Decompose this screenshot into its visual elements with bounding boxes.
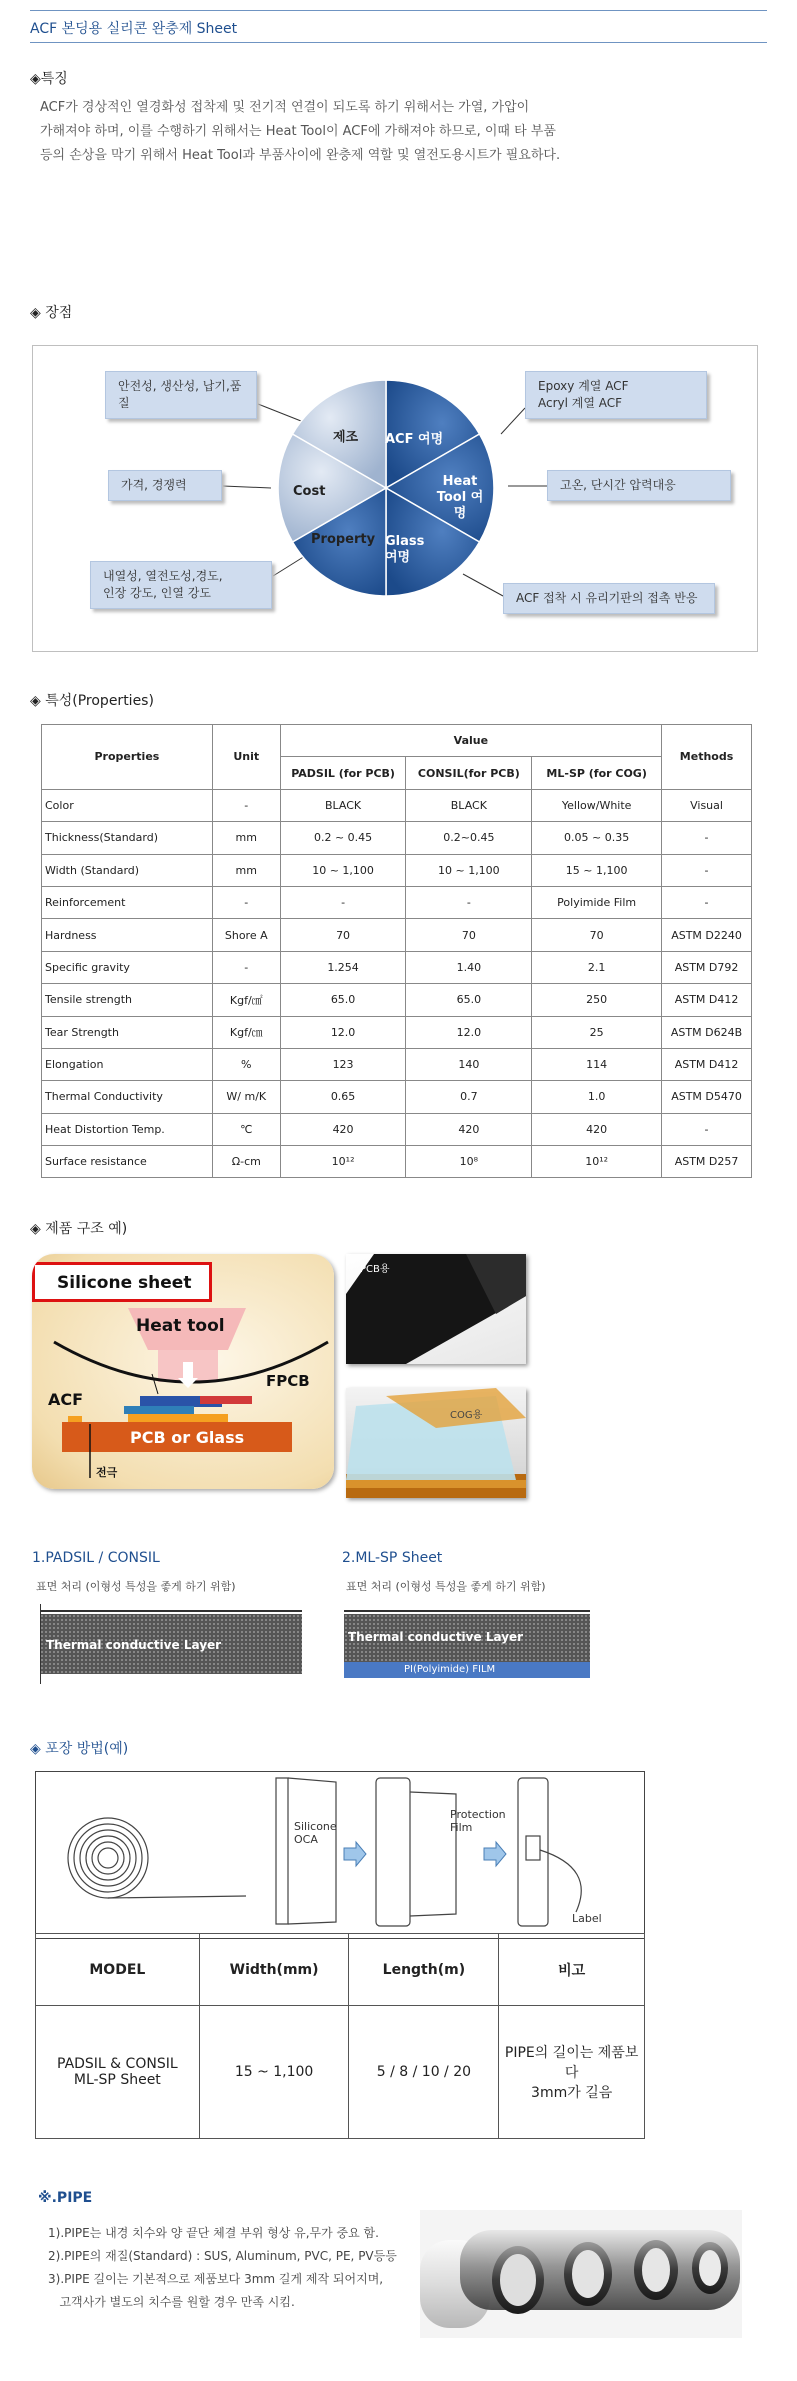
- table-cell: BLACK: [280, 789, 406, 821]
- features-text: [40, 96, 560, 168]
- title-top-rule: [30, 10, 767, 11]
- table-cell: 10⁸: [406, 1146, 532, 1178]
- table-cell: Reinforcement: [42, 886, 213, 918]
- table-cell: Specific gravity: [42, 951, 213, 983]
- pcb-glass-label: PCB or Glass: [130, 1428, 245, 1447]
- header-consil: CONSIL(for PCB): [406, 757, 532, 789]
- header-unit: Unit: [212, 725, 280, 790]
- table-cell: Thermal Conductivity: [42, 1081, 213, 1113]
- table-cell: ASTM D624B: [662, 1016, 752, 1048]
- acf-label: ACF: [48, 1390, 84, 1409]
- table-cell: 65.0: [406, 984, 532, 1016]
- mlsp-layer: [344, 1614, 590, 1662]
- table-cell: 10¹²: [280, 1146, 406, 1178]
- table-cell: Ω-cm: [212, 1146, 280, 1178]
- table-cell: 65.0: [280, 984, 406, 1016]
- table-cell: 0.7: [406, 1081, 532, 1113]
- padsil-arrow-line: [40, 1604, 41, 1684]
- padsil-layer-label: Thermal conductive Layer: [46, 1638, 222, 1652]
- packaging-diagram: [35, 1771, 645, 1939]
- table-cell: W/ m/K: [212, 1081, 280, 1113]
- protection-film-label: [450, 1808, 506, 1834]
- table-cell: Color: [42, 789, 213, 821]
- pie-label-manufacture: 제조: [333, 430, 359, 445]
- table-cell: ASTM D412: [662, 984, 752, 1016]
- table-cell: 10 ~ 1,100: [406, 854, 532, 886]
- table-cell: -: [662, 1113, 752, 1145]
- features-line: ACF가 경상적인 열경화성 접착제 및 전기적 연결이 되도록 하기 위해서는 가열, 가압이: [40, 100, 530, 115]
- pipe-heading: ※.PIPE: [38, 2190, 93, 2206]
- pipe-notes: [48, 2222, 397, 2314]
- header-width: Width(mm): [199, 1934, 349, 2006]
- mlsp-top-line: [344, 1610, 590, 1612]
- header-properties: Properties: [42, 725, 213, 790]
- cell-model-line: ML-SP Sheet: [73, 2072, 161, 2088]
- title-bottom-rule: [30, 42, 767, 43]
- table-cell: 12.0: [280, 1016, 406, 1048]
- pie-label-glass: Glass 여명: [385, 534, 425, 565]
- pipe-note-line: 3).PIPE 길이는 기본적으로 제품보다 3mm 길게 제작 되어지며,: [48, 2272, 384, 2286]
- callout-acf-line: Acryl 계열 ACF: [538, 396, 623, 410]
- table-cell: Shore A: [212, 919, 280, 951]
- table-cell: 114: [532, 1048, 662, 1080]
- structure-heading: ◈ 제품 구조 예): [30, 1221, 128, 1237]
- header-length: Length(m): [349, 1934, 499, 2006]
- packaging-table: [35, 1933, 645, 2139]
- mlsp-caption: 표면 처리 (이형성 특성을 좋게 하기 위함): [346, 1580, 546, 1593]
- callout-acf: [525, 371, 707, 419]
- table-cell: 15 ~ 1,100: [532, 854, 662, 886]
- padsil-layer: [40, 1614, 302, 1674]
- cell-note: [499, 2006, 645, 2139]
- structure-diagram: [32, 1254, 334, 1489]
- table-cell: BLACK: [406, 789, 532, 821]
- table-row: [42, 822, 752, 854]
- table-cell: 0.2 ~ 0.45: [280, 822, 406, 854]
- table-cell: -: [212, 886, 280, 918]
- table-cell: 420: [280, 1113, 406, 1145]
- table-cell: Kgf/㎝: [212, 1016, 280, 1048]
- features-line: 가해져야 하며, 이를 수행하기 위해서는 Heat Tool이 ACF에 가해져야 하므로, 이때 타 부품: [40, 124, 556, 139]
- callout-quality: 안전성, 생산성, 납기,품질: [105, 371, 257, 419]
- table-cell: mm: [212, 854, 280, 886]
- table-cell: 25: [532, 1016, 662, 1048]
- table-cell: 250: [532, 984, 662, 1016]
- table-cell: ASTM D257: [662, 1146, 752, 1178]
- table-row: [42, 1113, 752, 1145]
- header-note: 비고: [499, 1934, 645, 2006]
- table-cell: 2.1: [532, 951, 662, 983]
- table-cell: 1.40: [406, 951, 532, 983]
- pipe-note-line: 1).PIPE는 내경 치수와 양 끝단 체결 부위 형상 유,무가 중요 함.: [48, 2226, 379, 2240]
- fpcb-label: FPCB: [266, 1372, 310, 1390]
- callout-property: [90, 561, 272, 609]
- table-cell: 0.05 ~ 0.35: [532, 822, 662, 854]
- table-cell: 70: [280, 919, 406, 951]
- mlsp-title: 2.ML-SP Sheet: [342, 1550, 443, 1566]
- mlsp-layer-label: Thermal conductive Layer: [348, 1630, 524, 1644]
- table-cell: Kgf/㎠: [212, 984, 280, 1016]
- callout-glass: ACF 접착 시 유리기판의 접촉 반응: [503, 583, 715, 614]
- callout-heat-tool: 고온, 단시간 압력대응: [547, 470, 731, 501]
- electrode-label: 전극: [96, 1466, 118, 1479]
- merits-diagram: [32, 345, 758, 652]
- packaging-heading: ◈ 포장 방법(예): [30, 1741, 129, 1757]
- table-cell: Heat Distortion Temp.: [42, 1113, 213, 1145]
- merits-heading: ◈ 장점: [30, 305, 73, 321]
- table-cell: Polyimide Film: [532, 886, 662, 918]
- padsil-top-line: [40, 1610, 302, 1612]
- pie-label-heat-tool: Heat Tool 여명: [436, 474, 484, 521]
- table-row: [42, 1016, 752, 1048]
- silicone-oca-label: [294, 1820, 337, 1846]
- table-cell: Width (Standard): [42, 854, 213, 886]
- table-cell: Hardness: [42, 919, 213, 951]
- table-cell: %: [212, 1048, 280, 1080]
- cell-width: 15 ~ 1,100: [199, 2006, 349, 2139]
- table-cell: Tensile strength: [42, 984, 213, 1016]
- pcb-photo-label: PCB용: [360, 1264, 390, 1275]
- table-cell: 123: [280, 1048, 406, 1080]
- callout-property-line: 인장 강도, 인열 강도: [103, 586, 211, 600]
- silicone-oca-line: OCA: [294, 1833, 318, 1846]
- table-cell: 420: [406, 1113, 532, 1145]
- callout-property-line: 내열성, 열전도성,경도,: [103, 569, 223, 583]
- protection-film-line: Protection: [450, 1808, 506, 1821]
- page-title: ACF 본딩용 실리콘 완충제 Sheet: [30, 21, 238, 37]
- header-padsil: PADSIL (for PCB): [280, 757, 406, 789]
- pcb-photo: [346, 1254, 526, 1364]
- table-row: [42, 1048, 752, 1080]
- table-cell: Thickness(Standard): [42, 822, 213, 854]
- pipe-note-line: 2).PIPE의 재질(Standard) : SUS, Aluminum, PVC, PE, PV등등: [48, 2249, 397, 2263]
- silicone-sheet-label: Silicone sheet: [32, 1262, 212, 1302]
- table-cell: 1.0: [532, 1081, 662, 1113]
- table-cell: 10¹²: [532, 1146, 662, 1178]
- pipe-photo: [420, 2210, 742, 2338]
- table-cell: Tear Strength: [42, 1016, 213, 1048]
- table-row: [42, 984, 752, 1016]
- table-cell: 420: [532, 1113, 662, 1145]
- features-line: 등의 손상을 막기 위해서 Heat Tool과 부품사이에 완충제 역할 및 열전도용시트가 필요하다.: [40, 148, 561, 163]
- table-cell: -: [212, 951, 280, 983]
- pipes-illustration: [420, 2210, 742, 2338]
- table-cell: 70: [406, 919, 532, 951]
- cell-model: [36, 2006, 200, 2139]
- table-cell: ASTM D2240: [662, 919, 752, 951]
- table-cell: 0.65: [280, 1081, 406, 1113]
- pipe-note-line: 고객사가 별도의 치수를 원할 경우 만족 시킴.: [48, 2295, 295, 2309]
- amber-film-roll: [346, 1388, 526, 1498]
- table-cell: -: [662, 854, 752, 886]
- heat-tool-label: Heat tool: [136, 1316, 225, 1336]
- table-row: [42, 854, 752, 886]
- table-cell: mm: [212, 822, 280, 854]
- table-cell: Yellow/White: [532, 789, 662, 821]
- properties-heading: ◈ 특성(Properties): [30, 693, 154, 709]
- table-row: [42, 1081, 752, 1113]
- cog-photo: [346, 1388, 526, 1498]
- cell-model-line: PADSIL & CONSIL: [57, 2056, 178, 2072]
- table-cell: 1.254: [280, 951, 406, 983]
- pie-label-cost: Cost: [293, 484, 326, 499]
- table-cell: -: [662, 886, 752, 918]
- table-cell: 0.2~0.45: [406, 822, 532, 854]
- packaging-drawing: [36, 1772, 646, 1940]
- table-cell: 70: [532, 919, 662, 951]
- protection-film-line: Film: [450, 1821, 473, 1834]
- header-value: Value: [280, 725, 661, 757]
- pie-label-property: Property: [311, 532, 376, 547]
- mlsp-diagram: [344, 1610, 590, 1682]
- padsil-title: 1.PADSIL / CONSIL: [32, 1550, 160, 1566]
- padsil-caption: 표면 처리 (이형성 특성을 좋게 하기 위함): [36, 1580, 236, 1593]
- header-model: MODEL: [36, 1934, 200, 2006]
- table-cell: 10 ~ 1,100: [280, 854, 406, 886]
- table-cell: Surface resistance: [42, 1146, 213, 1178]
- table-cell: ℃: [212, 1113, 280, 1145]
- header-methods: Methods: [662, 725, 752, 790]
- callout-acf-line: Epoxy 계열 ACF: [538, 379, 629, 393]
- table-cell: -: [280, 886, 406, 918]
- callout-price: 가격, 경쟁력: [108, 470, 222, 501]
- table-cell: ASTM D412: [662, 1048, 752, 1080]
- table-cell: 140: [406, 1048, 532, 1080]
- features-heading: ◈특징: [30, 71, 68, 87]
- label-label: Label: [572, 1912, 602, 1925]
- table-row: [42, 919, 752, 951]
- padsil-diagram: [40, 1610, 302, 1678]
- table-cell: -: [406, 886, 532, 918]
- table-cell: ASTM D5470: [662, 1081, 752, 1113]
- table-cell: ASTM D792: [662, 951, 752, 983]
- table-cell: -: [212, 789, 280, 821]
- table-cell: Visual: [662, 789, 752, 821]
- table-row: [42, 951, 752, 983]
- pie-label-acf: ACF 여명: [385, 432, 444, 447]
- table-cell: -: [662, 822, 752, 854]
- cell-note-line: 3mm가 길음: [531, 2085, 613, 2101]
- cell-length: 5 / 8 / 10 / 20: [349, 2006, 499, 2139]
- header-mlsp: ML-SP (for COG): [532, 757, 662, 789]
- table-row: [42, 1146, 752, 1178]
- silicone-oca-line: Silicone: [294, 1820, 337, 1833]
- properties-table: [41, 724, 752, 1178]
- cell-note-line: PIPE의 길이는 제품보다: [504, 2045, 639, 2081]
- cog-photo-label: COG용: [450, 1410, 483, 1421]
- mlsp-film: PI(Polyimide) FILM: [344, 1662, 590, 1678]
- table-cell: 12.0: [406, 1016, 532, 1048]
- table-cell: Elongation: [42, 1048, 213, 1080]
- table-row: [42, 789, 752, 821]
- table-row: [42, 886, 752, 918]
